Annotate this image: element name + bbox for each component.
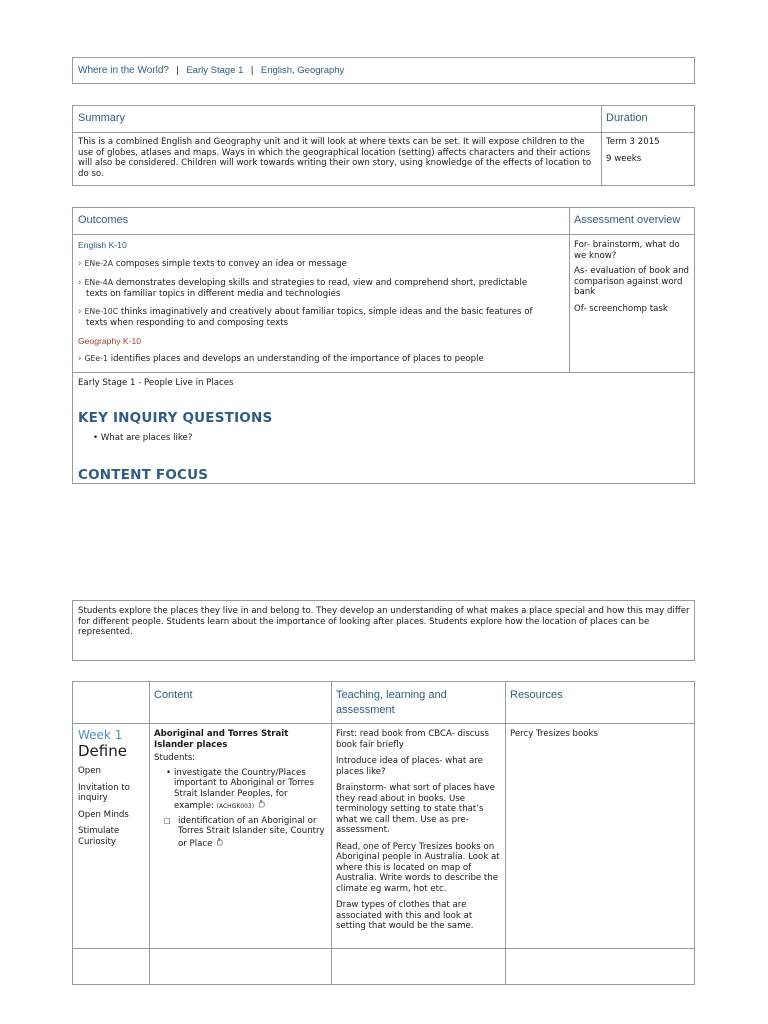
- unit-title-bar: [72, 57, 695, 84]
- content-sub-item-text: identification of an Aboriginal or Torres Strait Islander site, Country or Place: [178, 815, 325, 849]
- kiq-item: [93, 433, 192, 444]
- content-code: (ACHGK003): [216, 803, 255, 810]
- chevron-right-icon: ›: [78, 278, 82, 288]
- week-steps: [78, 766, 148, 853]
- bullet: •: [166, 767, 172, 778]
- content-focus-heading: CONTENT FOCUS: [78, 467, 209, 483]
- kiq-item-text: What are places like?: [100, 433, 193, 443]
- column-divider: [601, 106, 602, 185]
- content-sub-item: [154, 816, 326, 850]
- stage-line: Early Stage 1 - People Live in Places: [78, 378, 234, 388]
- assessment-of: Of- screenchomp task: [574, 304, 668, 314]
- duration-cell: [606, 137, 660, 170]
- assessment-as: As- evaluation of book and comparison against word bank: [574, 266, 689, 297]
- outcome-text: identifies places and develops an understanding of the importance of places to people: [110, 354, 484, 364]
- teaching-cell: [336, 729, 502, 938]
- duration-heading: Duration: [606, 112, 648, 124]
- chevron-right-icon: ›: [78, 307, 82, 317]
- week-title: Define: [78, 742, 127, 760]
- row-divider: [73, 948, 694, 949]
- title-separator: |: [250, 66, 254, 76]
- teaching-paragraph: Read, one of Percy Tresizes books on Aboriginal people in Australia. Look at where this is located on map of Australia. Write words to describe the climate eg warm, hot etc.: [336, 841, 500, 894]
- chevron-right-icon: ›: [78, 354, 82, 364]
- column-divider: [149, 682, 150, 984]
- duration-weeks: 9 weeks: [606, 153, 642, 164]
- content-list: [154, 768, 326, 813]
- outcome-item: [78, 354, 564, 365]
- column-divider: [569, 208, 570, 372]
- outcome-code: ENe-4A: [84, 278, 114, 287]
- row-divider: [73, 372, 694, 373]
- title-separator: |: [176, 66, 180, 76]
- assessment-heading: Assessment overview: [574, 214, 681, 226]
- square-bullet-icon: □: [164, 816, 171, 825]
- outcomes-table: [72, 207, 695, 484]
- teaching-paragraph: Draw types of clothes that are associated with this and look at setting that would be the same.: [336, 900, 474, 931]
- content-students: Students:: [154, 753, 196, 763]
- col-header-content: Content: [154, 689, 193, 701]
- week-label: Week 1: [78, 728, 123, 742]
- summary-table: [72, 105, 695, 186]
- content-cell: [154, 729, 326, 849]
- description-text: Students explore the places they live in and belong to. They develop an understanding of what makes a place special and how this may differ for different people. Students learn about the importance of looking after places. Students explore how the location of places can be represented.: [78, 606, 690, 637]
- teaching-paragraph: Brainstorm- what sort of places have they read about in books. Use terminology setting to state that’s what we call them. Use as pre-assessment.: [336, 783, 495, 835]
- col-header-teaching-line2: assessment: [336, 704, 395, 716]
- outcome-code: ENe-2A: [84, 259, 114, 268]
- step-item: Stimulate Curiosity: [78, 826, 120, 847]
- column-divider: [505, 682, 506, 984]
- step-item: Open Minds: [78, 809, 129, 820]
- chevron-right-icon: ›: [78, 259, 82, 269]
- outcome-item: [78, 278, 564, 299]
- teaching-paragraph: Introduce idea of places- what are places like?: [336, 756, 483, 777]
- summary-text: This is a combined English and Geography unit and it will look at where texts can be set. It will expose children to the use of globes, atlases and maps. Ways in which the geographical location (setting) affects characters and their actions will also be considered. Children will work towards writing their own story, using knowledge of the effects of location to do so.: [78, 137, 592, 179]
- teaching-paragraph: First: read book from CBCA- discuss book fair briefly: [336, 729, 489, 750]
- english-label: English K-10: [78, 240, 127, 250]
- assessment-for: For- brainstorm, what do we know?: [574, 240, 680, 261]
- hand-icon: [215, 837, 224, 846]
- hand-icon: [257, 799, 266, 808]
- col-header-teaching: [336, 688, 447, 718]
- outcome-code: GEe-1: [84, 354, 108, 363]
- outcome-text: demonstrates developing skills and strategies to read, view and comprehend short, predictable: [115, 278, 528, 288]
- column-divider: [331, 682, 332, 984]
- bullet: •: [93, 433, 99, 443]
- resources-cell: Percy Tresizes books: [510, 729, 598, 739]
- outcome-text-continued: texts on familiar topics in different media and technologies: [86, 288, 341, 299]
- outcome-item: [78, 307, 564, 328]
- outcome-code: ENe-10C: [84, 307, 119, 316]
- kiq-heading: KEY INQUIRY QUESTIONS: [78, 410, 273, 426]
- step-item: Open: [78, 766, 101, 776]
- row-divider: [73, 723, 694, 724]
- outcome-text: composes simple texts to convey an idea or message: [115, 259, 347, 269]
- outcome-text-continued: texts when responding to and composing texts: [86, 317, 289, 328]
- geography-label: Geography K-10: [78, 336, 142, 346]
- summary-heading: Summary: [78, 112, 126, 124]
- outcomes-heading: Outcomes: [78, 214, 129, 226]
- unit-title: Where in the World?: [78, 65, 169, 76]
- col-header-teaching-line1: Teaching, learning and: [336, 689, 447, 701]
- step-item: Invitation to inquiry: [78, 782, 130, 803]
- content-item-text: investigate the Country/Places important to Aboriginal or Torres Strait Islander Peoples, for example:: [174, 767, 314, 811]
- unit-stage: Early Stage 1: [186, 65, 244, 76]
- duration-term: Term 3 2015: [606, 137, 660, 147]
- content-title: Aboriginal and Torres Strait Islander places: [154, 729, 289, 750]
- description-box: [72, 600, 695, 661]
- unit-subjects: English, Geography: [260, 65, 345, 76]
- list-item: [166, 767, 326, 813]
- outcome-text: thinks imaginatively and creatively about familiar topics, simple ideas and the basic features of: [120, 307, 533, 317]
- outcome-item: [78, 259, 564, 270]
- week-table: [72, 681, 695, 985]
- col-header-resources: Resources: [510, 689, 563, 701]
